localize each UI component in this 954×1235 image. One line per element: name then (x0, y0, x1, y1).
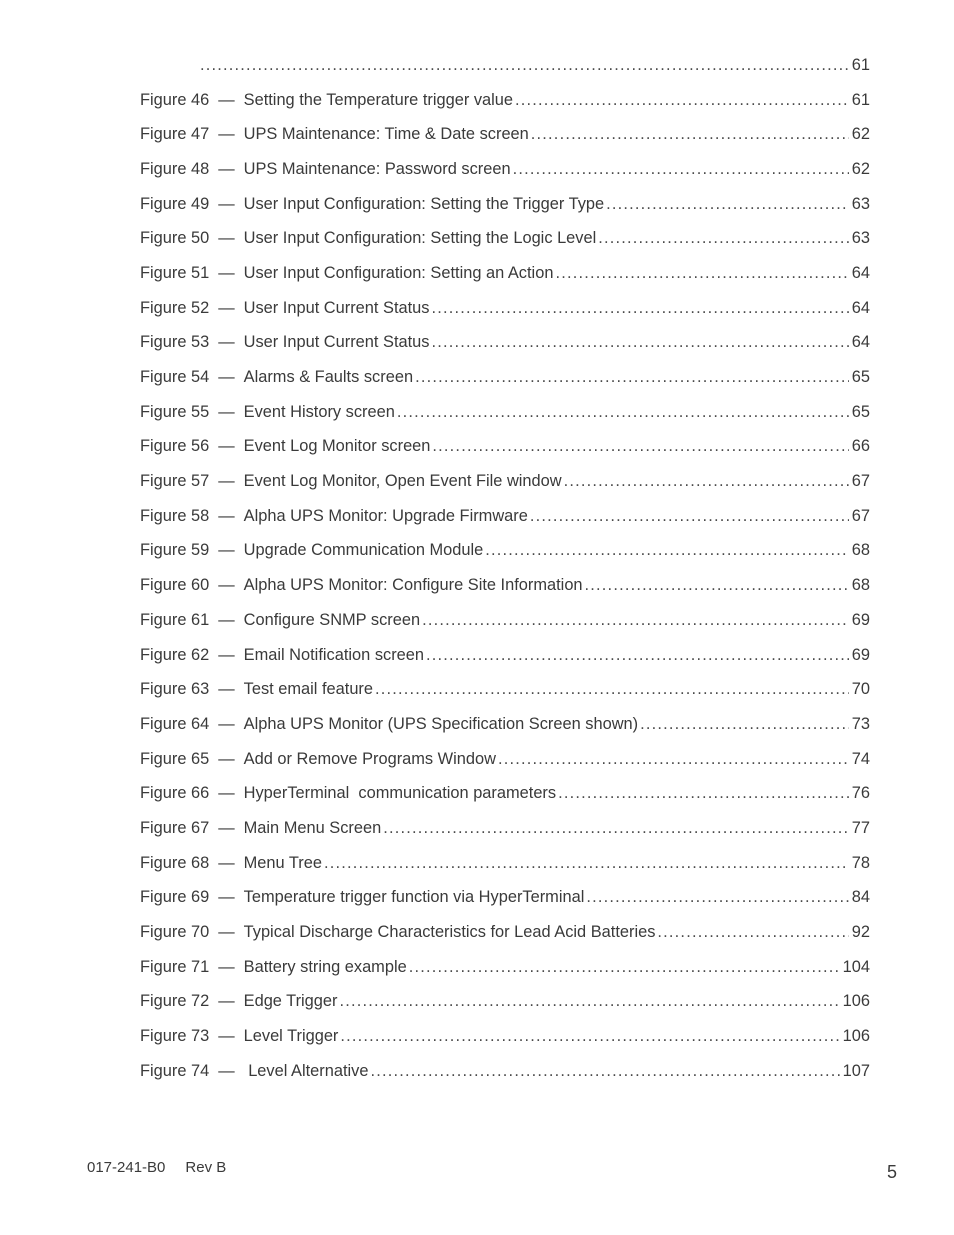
figure-number: Figure 73 (140, 1027, 210, 1046)
dot-leader (200, 56, 849, 75)
page-number: 5 (886, 1162, 897, 1182)
toc-page-number: 74 (851, 749, 870, 768)
toc-page-number: 73 (851, 714, 870, 733)
toc-entry[interactable] (140, 985, 870, 1020)
toc-page-number: 69 (851, 645, 870, 664)
toc-entry[interactable] (140, 221, 870, 256)
dot-leader (340, 992, 840, 1011)
figure-title: Menu Tree (243, 853, 322, 872)
toc-page-number: 106 (842, 1027, 870, 1046)
figure-number: Figure 49 (140, 194, 210, 213)
dot-leader (558, 784, 849, 803)
figure-title: Test email feature (243, 680, 374, 699)
figure-title: User Input Configuration: Setting an Action (243, 263, 554, 282)
toc-page-number: 61 (851, 90, 870, 109)
figure-title: Event History screen (243, 402, 395, 421)
toc-page-number: 66 (851, 437, 870, 456)
figure-number: Figure 47 (140, 125, 210, 144)
em-dash-separator: — (218, 472, 235, 491)
figure-number: Figure 63 (140, 680, 210, 699)
toc-page-number: 64 (851, 263, 870, 282)
toc-entry[interactable] (140, 1054, 870, 1089)
toc-page-number: 62 (851, 125, 870, 144)
em-dash-separator: — (218, 333, 235, 352)
figure-number: Figure 58 (140, 506, 210, 525)
toc-entry[interactable] (140, 534, 870, 569)
figure-number: Figure 53 (140, 333, 210, 352)
toc-page-number: 104 (842, 957, 870, 976)
dot-leader (409, 958, 840, 977)
figure-title: Upgrade Communication Module (243, 541, 484, 560)
footer-document-id (87, 1159, 226, 1176)
toc-page-number: 107 (842, 1061, 870, 1080)
toc-page-number: 62 (851, 159, 870, 178)
toc-page-number: 92 (851, 923, 870, 942)
em-dash-separator: — (218, 576, 235, 595)
dot-leader (324, 854, 849, 873)
em-dash-separator: — (218, 714, 235, 733)
toc-page-number: 65 (851, 402, 870, 421)
figure-number: Figure 62 (140, 645, 210, 664)
em-dash-separator: — (218, 229, 235, 248)
em-dash-separator: — (218, 1061, 235, 1080)
toc-entry[interactable] (140, 499, 870, 534)
figure-title: Typical Discharge Characteristics for Lead Acid Batteries (243, 923, 656, 942)
toc-entry[interactable] (140, 464, 870, 499)
revision: Rev B (185, 1159, 227, 1176)
figure-title: Temperature trigger function via HyperTerminal (243, 888, 585, 907)
em-dash-separator: — (218, 402, 235, 421)
toc-page-number: 68 (851, 541, 870, 560)
figure-title: Email Notification screen (243, 645, 425, 664)
dot-leader (586, 888, 848, 907)
figure-title: UPS Maintenance: Password screen (243, 159, 511, 178)
toc-page-number: 64 (851, 333, 870, 352)
figure-title: Edge Trigger (243, 992, 338, 1011)
dot-leader (513, 160, 849, 179)
em-dash-separator: — (218, 90, 235, 109)
figure-number: Figure 55 (140, 402, 210, 421)
dot-leader (640, 715, 849, 734)
table-of-figures (140, 48, 870, 1089)
toc-entry[interactable] (140, 1019, 870, 1054)
figure-title: Level Trigger (243, 1027, 339, 1046)
figure-number: Figure 48 (140, 159, 210, 178)
toc-entry[interactable] (140, 915, 870, 950)
dot-leader (530, 507, 849, 526)
toc-entry[interactable] (140, 360, 870, 395)
em-dash-separator: — (218, 923, 235, 942)
figure-number: Figure 65 (140, 749, 210, 768)
figure-title: Alpha UPS Monitor (UPS Specification Screen shown) (243, 714, 639, 733)
toc-page-number: 63 (851, 194, 870, 213)
figure-title: Alpha UPS Monitor: Configure Site Information (243, 576, 583, 595)
toc-entry[interactable] (140, 256, 870, 291)
dot-leader (531, 125, 849, 144)
toc-entry[interactable] (140, 846, 870, 881)
toc-entry[interactable] (140, 187, 870, 222)
dot-leader (431, 333, 848, 352)
figure-title: Configure SNMP screen (243, 610, 421, 629)
em-dash-separator: — (218, 194, 235, 213)
toc-entry[interactable] (140, 881, 870, 916)
em-dash-separator: — (218, 368, 235, 387)
figure-title: Setting the Temperature trigger value (243, 90, 514, 109)
toc-entry[interactable] (140, 326, 870, 361)
toc-page-number: 67 (851, 506, 870, 525)
dot-leader (585, 576, 849, 595)
dot-leader (498, 750, 849, 769)
figure-title: User Input Configuration: Setting the Trigger Type (243, 194, 605, 213)
figure-number: Figure 54 (140, 368, 210, 387)
toc-page-number: 65 (851, 368, 870, 387)
dot-leader (415, 368, 849, 387)
em-dash-separator: — (218, 1027, 235, 1046)
em-dash-separator: — (218, 263, 235, 282)
em-dash-separator: — (218, 818, 235, 837)
dot-leader (370, 1062, 839, 1081)
figure-number: Figure 61 (140, 610, 210, 629)
toc-page-number: 64 (851, 298, 870, 317)
dot-leader (375, 680, 849, 699)
dot-leader (340, 1027, 839, 1046)
figure-number: Figure 70 (140, 923, 210, 942)
toc-entry[interactable] (140, 776, 870, 811)
figure-title: Level Alternative (243, 1061, 369, 1080)
figure-number: Figure 69 (140, 888, 210, 907)
doc-number: 017-241-B0 (87, 1159, 166, 1176)
em-dash-separator: — (218, 957, 235, 976)
toc-entry[interactable] (140, 152, 870, 187)
toc-page-number: 77 (851, 818, 870, 837)
figure-title: User Input Current Status (243, 298, 430, 317)
toc-entry[interactable] (140, 603, 870, 638)
toc-entry[interactable] (140, 395, 870, 430)
toc-page-number: 63 (851, 229, 870, 248)
figure-title: User Input Configuration: Setting the Logic Level (243, 229, 597, 248)
toc-page-number: 84 (851, 888, 870, 907)
toc-entry[interactable] (140, 672, 870, 707)
toc-entry[interactable] (140, 950, 870, 985)
toc-page-number: 70 (851, 680, 870, 699)
dot-leader (383, 819, 849, 838)
dot-leader (397, 403, 849, 422)
figure-number: Figure 66 (140, 784, 210, 803)
figure-title: Alpha UPS Monitor: Upgrade Firmware (243, 506, 528, 525)
toc-page-number: 69 (851, 610, 870, 629)
toc-entry[interactable] (140, 83, 870, 118)
em-dash-separator: — (218, 853, 235, 872)
em-dash-separator: — (218, 680, 235, 699)
dot-leader (564, 472, 849, 491)
figure-number: Figure 60 (140, 576, 210, 595)
toc-continuation-row (140, 48, 870, 83)
dot-leader (515, 91, 849, 110)
figure-number: Figure 46 (140, 90, 210, 109)
figure-title: Alarms & Faults screen (243, 368, 414, 387)
dot-leader (431, 299, 848, 318)
dot-leader (432, 437, 848, 456)
toc-entry[interactable] (140, 117, 870, 152)
dot-leader (555, 264, 848, 283)
figure-number: Figure 56 (140, 437, 210, 456)
toc-page-number: 78 (851, 853, 870, 872)
dot-leader (606, 195, 849, 214)
figure-number: Figure 51 (140, 263, 210, 282)
figure-number: Figure 71 (140, 957, 210, 976)
em-dash-separator: — (218, 610, 235, 629)
dot-leader (485, 541, 849, 560)
figure-number: Figure 68 (140, 853, 210, 872)
em-dash-separator: — (218, 159, 235, 178)
toc-entry[interactable] (140, 811, 870, 846)
figure-title: UPS Maintenance: Time & Date screen (243, 125, 529, 144)
em-dash-separator: — (218, 888, 235, 907)
toc-entry[interactable] (140, 430, 870, 465)
figure-title: HyperTerminal communication parameters (243, 784, 557, 803)
figure-title: User Input Current Status (243, 333, 430, 352)
toc-page-number: 76 (851, 784, 870, 803)
figure-title: Event Log Monitor, Open Event File window (243, 472, 562, 491)
em-dash-separator: — (218, 298, 235, 317)
figure-number: Figure 74 (140, 1061, 210, 1080)
figure-number: Figure 67 (140, 818, 210, 837)
figure-title: Add or Remove Programs Window (243, 749, 496, 768)
toc-entry[interactable] (140, 707, 870, 742)
toc-entry[interactable] (140, 742, 870, 777)
toc-page-number: 61 (851, 55, 870, 74)
figure-title: Battery string example (243, 957, 407, 976)
toc-entry[interactable] (140, 291, 870, 326)
figure-number: Figure 72 (140, 992, 210, 1011)
dot-leader (422, 611, 849, 630)
figure-number: Figure 64 (140, 714, 210, 733)
figure-title: Main Menu Screen (243, 818, 382, 837)
dot-leader (426, 646, 849, 665)
toc-page-number: 67 (851, 472, 870, 491)
toc-page-number: 106 (842, 992, 870, 1011)
em-dash-separator: — (218, 506, 235, 525)
em-dash-separator: — (218, 749, 235, 768)
figure-title: Event Log Monitor screen (243, 437, 431, 456)
dot-leader (598, 229, 849, 248)
figure-number: Figure 50 (140, 229, 210, 248)
figure-number: Figure 57 (140, 472, 210, 491)
toc-page-number: 68 (851, 576, 870, 595)
em-dash-separator: — (218, 992, 235, 1011)
dot-leader (657, 923, 848, 942)
toc-entry[interactable] (140, 568, 870, 603)
em-dash-separator: — (218, 645, 235, 664)
em-dash-separator: — (218, 125, 235, 144)
em-dash-separator: — (218, 541, 235, 560)
toc-entry[interactable] (140, 638, 870, 673)
em-dash-separator: — (218, 437, 235, 456)
toc-entries (140, 83, 870, 1089)
em-dash-separator: — (218, 784, 235, 803)
figure-number: Figure 52 (140, 298, 210, 317)
figure-number: Figure 59 (140, 541, 210, 560)
